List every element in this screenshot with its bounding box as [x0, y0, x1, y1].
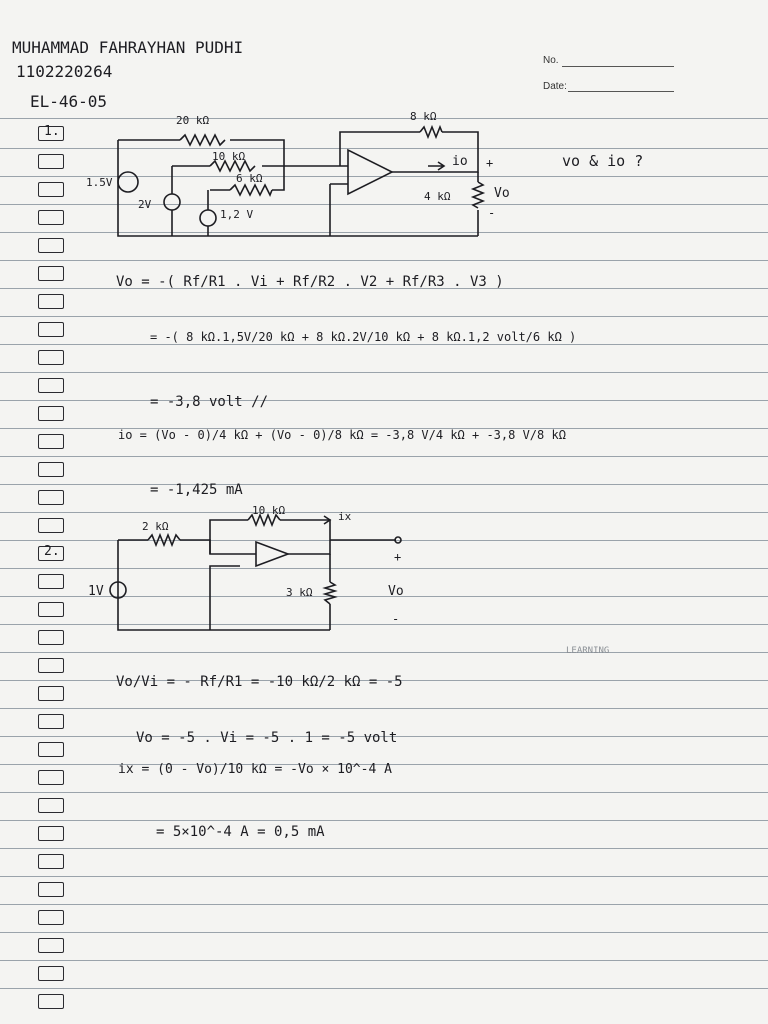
circuit-1-minus: - [488, 206, 496, 220]
circuit-1-v1-label: 1.5V [86, 176, 113, 189]
circuit-1-io-label: io [452, 154, 468, 169]
circuit-2-rl-label: 3 kΩ [286, 586, 313, 599]
problem-2-eq-4: = 5×10^-4 A = 0,5 mA [156, 824, 325, 840]
circuit-1-r1-label: 20 kΩ [176, 114, 210, 127]
circuit-1-rf-label: 8 kΩ [410, 110, 437, 123]
student-name: MUHAMMAD FAHRAYHAN PUDHI [12, 38, 244, 57]
circuit-2-r1-label: 2 kΩ [142, 520, 169, 533]
circuit-1-vo-label: Vo [494, 186, 510, 201]
problem-1-eq-3: = -3,8 volt // [150, 394, 269, 410]
problem-1-eq-2: = -( 8 kΩ.1,5V/20 kΩ + 8 kΩ.2V/10 kΩ + 8 kΩ.1,2 volt/6 kΩ ) [150, 330, 577, 344]
student-id: 1102220264 [16, 62, 113, 81]
no-label: No. [543, 55, 559, 66]
problem-1-eq-1: Vo = -( Rf/R1 . Vi + Rf/R2 . V2 + Rf/R3 . V3 ) [116, 274, 504, 290]
circuit-1-v2-label: 2V [138, 198, 152, 211]
circuit-1-r3-label: 6 kΩ [236, 172, 263, 185]
circuit-1-rl-label: 4 kΩ [424, 190, 451, 203]
circuit-2-plus: + [394, 550, 402, 564]
class-code: EL-46-05 [30, 92, 108, 111]
problem-2-eq-3: ix = (0 - Vo)/10 kΩ = -Vo × 10^-4 A [118, 762, 392, 777]
circuit-1-plus: + [486, 156, 494, 170]
circuit-2-vs-label: 1V [88, 584, 104, 599]
circuit-2-minus: - [392, 612, 400, 626]
problem-2-eq-1: Vo/Vi = - Rf/R1 = -10 kΩ/2 kΩ = -5 [116, 674, 403, 690]
circuit-1-v3-label: 1,2 V [220, 208, 254, 221]
problem-1-eq-4: io = (Vo - 0)/4 kΩ + (Vo - 0)/8 kΩ = -3,8 V/4 kΩ + -3,8 V/8 kΩ [118, 428, 566, 442]
date-label: Date: [543, 81, 567, 92]
problem-1-question: vo & io ? [562, 152, 644, 170]
circuit-2-ix-label: ix [338, 510, 352, 523]
circuit-1-r2-label: 10 kΩ [212, 150, 246, 163]
circuit-2-rf-label: 10 kΩ [252, 504, 286, 517]
problem-1-number: 1. [44, 124, 60, 139]
bleed-through-text: LEARNING [566, 646, 610, 656]
problem-2-number: 2. [44, 544, 60, 559]
problem-2-eq-2: Vo = -5 . Vi = -5 . 1 = -5 volt [136, 730, 398, 746]
problem-1-eq-5: = -1,425 mA [150, 482, 243, 498]
circuit-2-vo-label: Vo [388, 584, 404, 599]
